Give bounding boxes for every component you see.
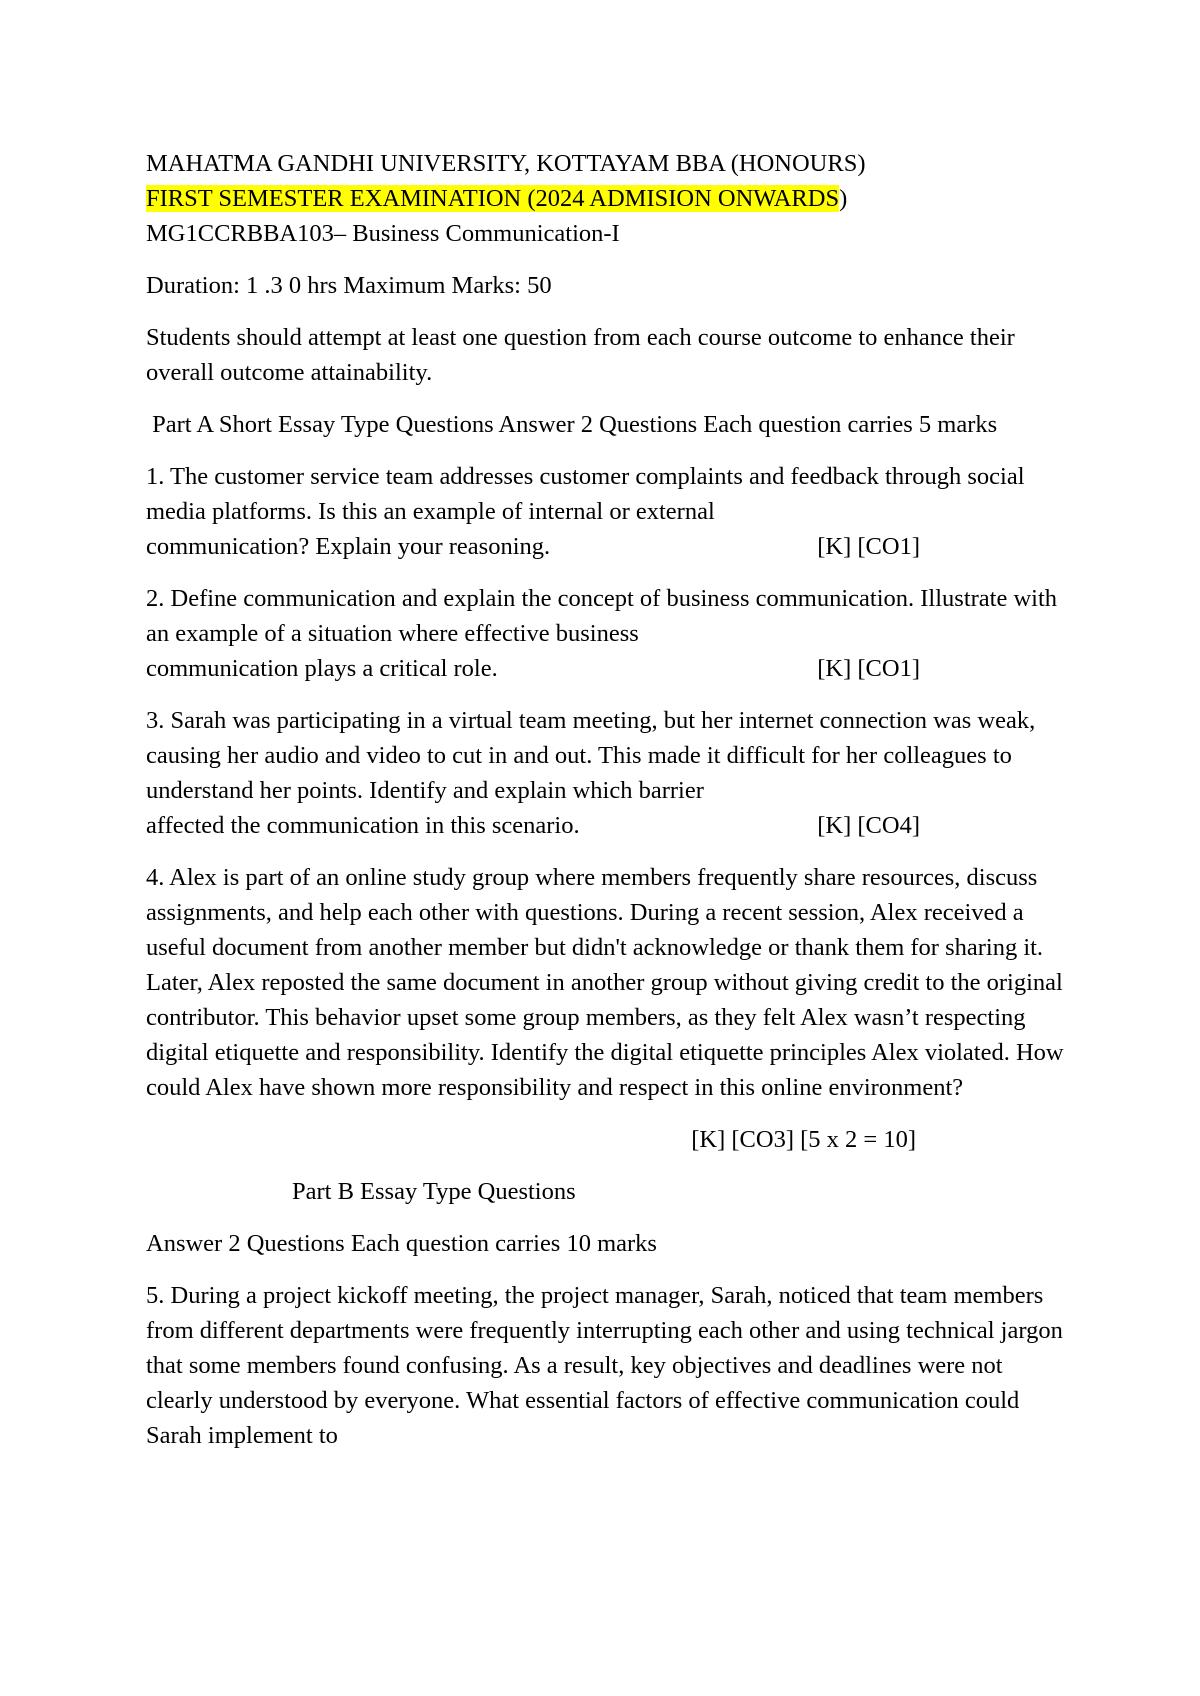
- question-last-text: communication? Explain your reasoning.: [146, 533, 551, 560]
- question-2: [146, 581, 1066, 686]
- question-last-line: [146, 808, 1066, 843]
- question-4: [146, 860, 1066, 1105]
- question-body: 2. Define communication and explain the concept of business communication. Illustrate with an example of a situation where effective business: [146, 585, 1058, 647]
- question-tag: [K] [CO1]: [817, 655, 920, 682]
- question-3: [146, 703, 1066, 843]
- part-b-subheading: Answer 2 Questions Each question carries 10 marks: [146, 1230, 657, 1257]
- question-body: 3. Sarah was participating in a virtual team meeting, but her internet connection was weak, causing her audio and video to cut in and out. This made it difficult for her colleagues to understand her points. Identify and explain which barrier: [146, 707, 1036, 804]
- university-header: MAHATMA GANDHI UNIVERSITY, KOTTAYAM BBA (HONOURS): [146, 150, 866, 177]
- question-5: [146, 1278, 1066, 1453]
- question-body: 1. The customer service team addresses customer complaints and feedback through social media platforms. Is this an example of internal or external: [146, 463, 1025, 525]
- question-tag: [K] [CO4]: [817, 812, 920, 839]
- instruction-text: Students should attempt at least one question from each course outcome to enhance their overall outcome attainability.: [146, 324, 1015, 386]
- question-body: 5. During a project kickoff meeting, the project manager, Sarah, noticed that team members from different departments were frequently interrupting each other and using technical jargon that some members found confusing. As a result, key objectives and deadlines were not clearly understood by everyone. What essential factors of effective communication could Sarah implement to: [146, 1282, 1063, 1449]
- part-a-marks: [K] [CO3] [5 x 2 = 10]: [691, 1126, 916, 1153]
- question-last-line: [146, 529, 1066, 564]
- question-last-line: [146, 651, 1066, 686]
- exam-title: [146, 181, 1066, 216]
- part-a-heading: Part A Short Essay Type Questions Answer 2 Questions Each question carries 5 marks: [146, 411, 998, 438]
- duration-marks: Duration: 1 .3 0 hrs Maximum Marks: 50: [146, 272, 552, 299]
- part-b-heading: Part B Essay Type Questions: [292, 1178, 576, 1205]
- question-last-text: affected the communication in this scenario.: [146, 812, 580, 839]
- course-code: MG1CCRBBA103– Business Communication-I: [146, 220, 620, 247]
- question-last-text: communication plays a critical role.: [146, 655, 498, 682]
- question-body: 4. Alex is part of an online study group where members frequently share resources, discuss assignments, and help each other with questions. During a recent session, Alex received a useful document from another member but didn't acknowledge or thank them for sharing it. Later, Alex reposted the same document in another group without giving credit to the original contributor. This behavior upset some group members, as they felt Alex wasn’t respecting digital etiquette and responsibility. Identify the digital etiquette principles Alex violated. How could Alex have shown more responsibility and respect in this online environment?: [146, 864, 1064, 1101]
- question-tag: [K] [CO1]: [817, 533, 920, 560]
- question-1: [146, 459, 1066, 564]
- document-content: [146, 146, 1066, 1453]
- exam-title-highlight: FIRST SEMESTER EXAMINATION (2024 ADMISION ONWARDS: [146, 185, 840, 212]
- exam-title-tail: ): [839, 185, 848, 212]
